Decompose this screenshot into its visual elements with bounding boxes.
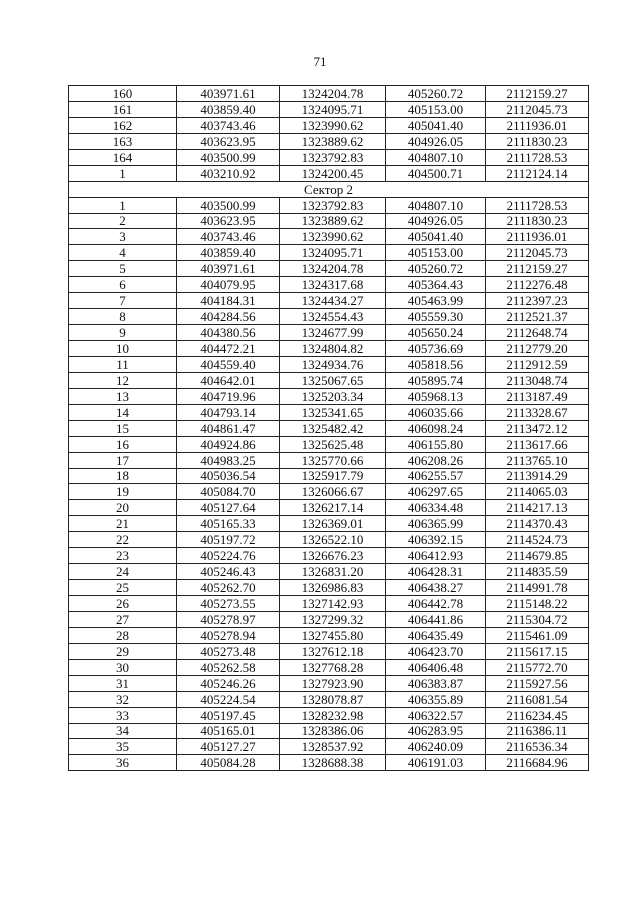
point-number-cell: 164: [69, 149, 177, 165]
coord-x1-cell: 403743.46: [177, 229, 280, 245]
point-number-cell: 2: [69, 213, 177, 229]
coord-x1-cell: 405165.33: [177, 516, 280, 532]
coord-y1-cell: 1326831.20: [280, 564, 386, 580]
coord-y2-cell: 2115772.70: [486, 659, 589, 675]
point-number-cell: 11: [69, 356, 177, 372]
coord-x2-cell: 406155.80: [386, 436, 486, 452]
coord-y1-cell: 1326066.67: [280, 484, 386, 500]
coord-y2-cell: 2111830.23: [486, 213, 589, 229]
coordinates-table-body: [69, 86, 589, 771]
coord-x1-cell: 404472.21: [177, 341, 280, 357]
coord-y1-cell: 1324934.76: [280, 356, 386, 372]
point-number-cell: 24: [69, 564, 177, 580]
table-row: [69, 404, 589, 420]
point-number-cell: 162: [69, 117, 177, 133]
table-row: [69, 548, 589, 564]
coord-x1-cell: 403859.40: [177, 245, 280, 261]
page-number: 71: [313, 54, 327, 69]
coord-y2-cell: 2112159.27: [486, 261, 589, 277]
coord-x1-cell: 404719.96: [177, 388, 280, 404]
table-row: [69, 101, 589, 117]
table-row: [69, 659, 589, 675]
coord-x2-cell: 406423.70: [386, 643, 486, 659]
coord-y1-cell: 1323889.62: [280, 213, 386, 229]
coord-y2-cell: 2114524.73: [486, 532, 589, 548]
coord-x2-cell: 405260.72: [386, 261, 486, 277]
coord-x1-cell: 404284.56: [177, 309, 280, 325]
coord-y1-cell: 1328232.98: [280, 707, 386, 723]
coord-y1-cell: 1324200.45: [280, 165, 386, 181]
table-row: [69, 245, 589, 261]
table-row: [69, 277, 589, 293]
coord-y1-cell: 1323990.62: [280, 117, 386, 133]
coord-y1-cell: 1324095.71: [280, 101, 386, 117]
table-row: [69, 341, 589, 357]
coord-x1-cell: 405036.54: [177, 468, 280, 484]
table-row: [69, 500, 589, 516]
coord-y1-cell: 1323792.83: [280, 149, 386, 165]
coord-x1-cell: 404079.95: [177, 277, 280, 293]
coord-x1-cell: 404642.01: [177, 372, 280, 388]
coord-x2-cell: 405650.24: [386, 325, 486, 341]
coord-y2-cell: 2111830.23: [486, 133, 589, 149]
coord-x2-cell: 406191.03: [386, 755, 486, 771]
point-number-cell: 5: [69, 261, 177, 277]
coord-x1-cell: 405084.28: [177, 755, 280, 771]
coord-x1-cell: 405127.27: [177, 739, 280, 755]
point-number-cell: 16: [69, 436, 177, 452]
coord-x2-cell: 406334.48: [386, 500, 486, 516]
coord-y2-cell: 2114370.43: [486, 516, 589, 532]
table-row: [69, 723, 589, 739]
coord-x1-cell: 405273.55: [177, 596, 280, 612]
point-number-cell: 32: [69, 691, 177, 707]
point-number-cell: 28: [69, 627, 177, 643]
coord-y1-cell: 1328078.87: [280, 691, 386, 707]
point-number-cell: 17: [69, 452, 177, 468]
point-number-cell: 9: [69, 325, 177, 341]
coord-x2-cell: 406435.49: [386, 627, 486, 643]
coord-y1-cell: 1328537.92: [280, 739, 386, 755]
coord-y1-cell: 1325482.42: [280, 420, 386, 436]
coord-x2-cell: 406438.27: [386, 580, 486, 596]
coord-y2-cell: 2112276.48: [486, 277, 589, 293]
coord-x1-cell: 405197.72: [177, 532, 280, 548]
point-number-cell: 1: [69, 197, 177, 213]
table-row: [69, 293, 589, 309]
coord-y2-cell: 2111936.01: [486, 117, 589, 133]
point-number-cell: 161: [69, 101, 177, 117]
coord-x2-cell: 405041.40: [386, 229, 486, 245]
coord-x2-cell: 404500.71: [386, 165, 486, 181]
coord-x1-cell: 405246.26: [177, 675, 280, 691]
coord-x1-cell: 405273.48: [177, 643, 280, 659]
point-number-cell: 163: [69, 133, 177, 149]
table-row: [69, 229, 589, 245]
coord-x2-cell: 405736.69: [386, 341, 486, 357]
coord-x2-cell: 405463.99: [386, 293, 486, 309]
coord-x1-cell: 403500.99: [177, 197, 280, 213]
table-row: [69, 643, 589, 659]
table-row: [69, 532, 589, 548]
point-number-cell: 29: [69, 643, 177, 659]
table-row: [69, 611, 589, 627]
coord-x2-cell: 406035.66: [386, 404, 486, 420]
table-row: [69, 627, 589, 643]
coord-x1-cell: 405224.76: [177, 548, 280, 564]
coord-x1-cell: 405278.97: [177, 611, 280, 627]
coord-x2-cell: 406365.99: [386, 516, 486, 532]
coord-y1-cell: 1326522.10: [280, 532, 386, 548]
coord-y2-cell: 2114835.59: [486, 564, 589, 580]
table-row: [69, 86, 589, 102]
coord-y1-cell: 1325067.65: [280, 372, 386, 388]
point-number-cell: 7: [69, 293, 177, 309]
point-number-cell: 25: [69, 580, 177, 596]
coord-y2-cell: 2116234.45: [486, 707, 589, 723]
coord-x1-cell: 405224.54: [177, 691, 280, 707]
coord-y1-cell: 1325203.34: [280, 388, 386, 404]
table-row: [69, 133, 589, 149]
coord-x1-cell: 404380.56: [177, 325, 280, 341]
table-row: [69, 484, 589, 500]
coord-x2-cell: 404807.10: [386, 197, 486, 213]
point-number-cell: 6: [69, 277, 177, 293]
coord-y2-cell: 2116081.54: [486, 691, 589, 707]
coord-x2-cell: 406240.09: [386, 739, 486, 755]
coord-y2-cell: 2113765.10: [486, 452, 589, 468]
table-row: [69, 213, 589, 229]
coord-y1-cell: 1324204.78: [280, 261, 386, 277]
coord-y1-cell: 1323792.83: [280, 197, 386, 213]
coord-y2-cell: 2116536.34: [486, 739, 589, 755]
table-row: [69, 309, 589, 325]
coord-x1-cell: 403743.46: [177, 117, 280, 133]
coord-x2-cell: 405153.00: [386, 101, 486, 117]
coord-y1-cell: 1327142.93: [280, 596, 386, 612]
coord-x2-cell: 406322.57: [386, 707, 486, 723]
coord-y2-cell: 2114065.03: [486, 484, 589, 500]
table-row: [69, 388, 589, 404]
coord-y2-cell: 2112912.59: [486, 356, 589, 372]
point-number-cell: 31: [69, 675, 177, 691]
coord-y2-cell: 2111936.01: [486, 229, 589, 245]
coord-y2-cell: 2112521.37: [486, 309, 589, 325]
table-row: [69, 707, 589, 723]
coord-x2-cell: 406255.57: [386, 468, 486, 484]
coord-x2-cell: 405041.40: [386, 117, 486, 133]
coord-y1-cell: 1325917.79: [280, 468, 386, 484]
table-row: [69, 564, 589, 580]
point-number-cell: 33: [69, 707, 177, 723]
coord-y2-cell: 2115148.22: [486, 596, 589, 612]
coord-y1-cell: 1328688.38: [280, 755, 386, 771]
point-number-cell: 34: [69, 723, 177, 739]
coord-y1-cell: 1325625.48: [280, 436, 386, 452]
section-header: Сектор 2: [69, 181, 589, 197]
coord-y2-cell: 2112045.73: [486, 245, 589, 261]
point-number-cell: 23: [69, 548, 177, 564]
coord-y2-cell: 2112124.14: [486, 165, 589, 181]
table-row: [69, 420, 589, 436]
point-number-cell: 18: [69, 468, 177, 484]
point-number-cell: 26: [69, 596, 177, 612]
coord-x1-cell: 403210.92: [177, 165, 280, 181]
coord-y1-cell: 1327612.18: [280, 643, 386, 659]
coord-y1-cell: 1324554.43: [280, 309, 386, 325]
coord-y2-cell: 2112648.74: [486, 325, 589, 341]
coord-x2-cell: 405364.43: [386, 277, 486, 293]
coord-y1-cell: 1323889.62: [280, 133, 386, 149]
coord-x2-cell: 406442.78: [386, 596, 486, 612]
coord-y2-cell: 2111728.53: [486, 149, 589, 165]
table-row: [69, 436, 589, 452]
point-number-cell: 1: [69, 165, 177, 181]
coord-y2-cell: 2113617.66: [486, 436, 589, 452]
table-row: [69, 596, 589, 612]
point-number-cell: 14: [69, 404, 177, 420]
coord-y1-cell: 1324804.82: [280, 341, 386, 357]
table-row: [69, 739, 589, 755]
coord-x1-cell: 404983.25: [177, 452, 280, 468]
coord-x2-cell: 406441.86: [386, 611, 486, 627]
coord-y1-cell: 1324434.27: [280, 293, 386, 309]
coord-y2-cell: 2112159.27: [486, 86, 589, 102]
coord-y2-cell: 2112045.73: [486, 101, 589, 117]
coord-x2-cell: 406428.31: [386, 564, 486, 580]
coord-x1-cell: 405197.45: [177, 707, 280, 723]
coord-x1-cell: 405165.01: [177, 723, 280, 739]
table-row: [69, 117, 589, 133]
coord-y1-cell: 1326217.14: [280, 500, 386, 516]
coord-y1-cell: 1324677.99: [280, 325, 386, 341]
coord-x1-cell: 404861.47: [177, 420, 280, 436]
coord-y2-cell: 2111728.53: [486, 197, 589, 213]
coord-x2-cell: 405260.72: [386, 86, 486, 102]
coord-y2-cell: 2112779.20: [486, 341, 589, 357]
point-number-cell: 22: [69, 532, 177, 548]
coord-y2-cell: 2114679.85: [486, 548, 589, 564]
section-header-row: [69, 181, 589, 197]
point-number-cell: 4: [69, 245, 177, 261]
coord-y1-cell: 1328386.06: [280, 723, 386, 739]
coord-x2-cell: 405559.30: [386, 309, 486, 325]
coord-x2-cell: 405895.74: [386, 372, 486, 388]
point-number-cell: 27: [69, 611, 177, 627]
coord-y1-cell: 1324204.78: [280, 86, 386, 102]
coord-x2-cell: 406283.95: [386, 723, 486, 739]
table-row: [69, 165, 589, 181]
coord-y2-cell: 2113048.74: [486, 372, 589, 388]
coord-x2-cell: 406383.87: [386, 675, 486, 691]
coord-x2-cell: 404926.05: [386, 133, 486, 149]
table-row: [69, 691, 589, 707]
coord-y1-cell: 1325770.66: [280, 452, 386, 468]
coord-x1-cell: 403971.61: [177, 261, 280, 277]
coord-x1-cell: 403500.99: [177, 149, 280, 165]
coord-y1-cell: 1323990.62: [280, 229, 386, 245]
coord-y2-cell: 2115304.72: [486, 611, 589, 627]
coord-x1-cell: 404559.40: [177, 356, 280, 372]
coord-y1-cell: 1326986.83: [280, 580, 386, 596]
point-number-cell: 21: [69, 516, 177, 532]
coord-x1-cell: 405278.94: [177, 627, 280, 643]
coord-y2-cell: 2113187.49: [486, 388, 589, 404]
coord-y2-cell: 2116684.96: [486, 755, 589, 771]
point-number-cell: 15: [69, 420, 177, 436]
coord-x2-cell: 404926.05: [386, 213, 486, 229]
table-row: [69, 755, 589, 771]
coord-x2-cell: 406392.15: [386, 532, 486, 548]
point-number-cell: 160: [69, 86, 177, 102]
point-number-cell: 13: [69, 388, 177, 404]
point-number-cell: 20: [69, 500, 177, 516]
coord-x2-cell: 406412.93: [386, 548, 486, 564]
coord-x1-cell: 404793.14: [177, 404, 280, 420]
coord-x2-cell: 405818.56: [386, 356, 486, 372]
point-number-cell: 36: [69, 755, 177, 771]
coord-x1-cell: 405127.64: [177, 500, 280, 516]
coord-y2-cell: 2113328.67: [486, 404, 589, 420]
coord-y2-cell: 2113914.29: [486, 468, 589, 484]
coord-x2-cell: 404807.10: [386, 149, 486, 165]
point-number-cell: 35: [69, 739, 177, 755]
table-row: [69, 261, 589, 277]
coord-x1-cell: 403623.95: [177, 133, 280, 149]
coord-y1-cell: 1327455.80: [280, 627, 386, 643]
coord-y1-cell: 1326369.01: [280, 516, 386, 532]
coord-x2-cell: 406297.65: [386, 484, 486, 500]
coordinates-table: [68, 85, 589, 771]
coord-x1-cell: 403623.95: [177, 213, 280, 229]
point-number-cell: 10: [69, 341, 177, 357]
point-number-cell: 19: [69, 484, 177, 500]
coord-y1-cell: 1324095.71: [280, 245, 386, 261]
point-number-cell: 8: [69, 309, 177, 325]
table-row: [69, 356, 589, 372]
coord-x2-cell: 405968.13: [386, 388, 486, 404]
coord-x1-cell: 405246.43: [177, 564, 280, 580]
coord-y2-cell: 2115461.09: [486, 627, 589, 643]
coord-x1-cell: 403971.61: [177, 86, 280, 102]
coord-x1-cell: 404924.86: [177, 436, 280, 452]
table-row: [69, 675, 589, 691]
point-number-cell: 30: [69, 659, 177, 675]
coord-y1-cell: 1325341.65: [280, 404, 386, 420]
coord-y2-cell: 2114217.13: [486, 500, 589, 516]
table-row: [69, 149, 589, 165]
coord-y2-cell: 2114991.78: [486, 580, 589, 596]
table-row: [69, 197, 589, 213]
table-row: [69, 468, 589, 484]
coord-y2-cell: 2116386.11: [486, 723, 589, 739]
coord-y2-cell: 2113472.12: [486, 420, 589, 436]
coord-x1-cell: 405262.58: [177, 659, 280, 675]
coord-y1-cell: 1326676.23: [280, 548, 386, 564]
point-number-cell: 12: [69, 372, 177, 388]
coord-y2-cell: 2112397.23: [486, 293, 589, 309]
coord-x2-cell: 405153.00: [386, 245, 486, 261]
table-row: [69, 452, 589, 468]
table-row: [69, 372, 589, 388]
table-row: [69, 580, 589, 596]
coord-x2-cell: 406208.26: [386, 452, 486, 468]
coord-x1-cell: 405084.70: [177, 484, 280, 500]
table-row: [69, 325, 589, 341]
coord-y2-cell: 2115927.56: [486, 675, 589, 691]
coord-y1-cell: 1327299.32: [280, 611, 386, 627]
coord-x1-cell: 405262.70: [177, 580, 280, 596]
coord-x1-cell: 404184.31: [177, 293, 280, 309]
coord-y2-cell: 2115617.15: [486, 643, 589, 659]
coord-y1-cell: 1327923.90: [280, 675, 386, 691]
coord-y1-cell: 1327768.28: [280, 659, 386, 675]
coord-x2-cell: 406406.48: [386, 659, 486, 675]
coord-x2-cell: 406098.24: [386, 420, 486, 436]
coord-y1-cell: 1324317.68: [280, 277, 386, 293]
coord-x1-cell: 403859.40: [177, 101, 280, 117]
table-row: [69, 516, 589, 532]
coord-x2-cell: 406355.89: [386, 691, 486, 707]
point-number-cell: 3: [69, 229, 177, 245]
